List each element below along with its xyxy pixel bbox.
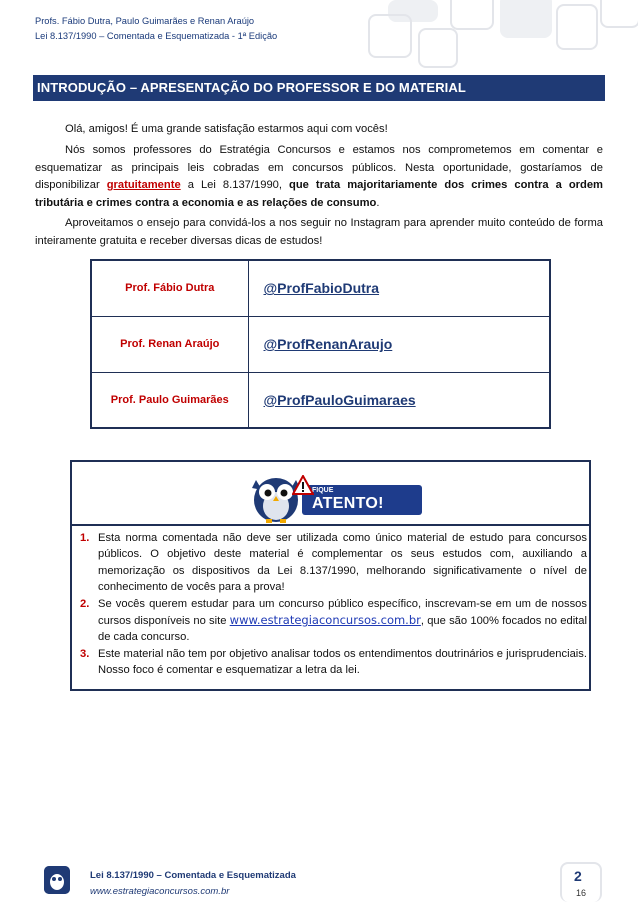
attention-banner bbox=[72, 462, 589, 526]
site-link[interactable]: www.estrategiaconcursos.com.br bbox=[229, 613, 421, 628]
page-header bbox=[35, 14, 277, 44]
decorative-squares bbox=[360, 0, 638, 80]
table-row bbox=[91, 372, 550, 428]
estrategia-logo-icon bbox=[44, 866, 70, 894]
table-row bbox=[91, 260, 550, 316]
professor-name: Prof. Paulo Guimarães bbox=[91, 372, 248, 428]
instagram-handle-link[interactable]: @ProfPauloGuimaraes bbox=[248, 372, 550, 428]
section-title: INTRODUÇÃO – APRESENTAÇÃO DO PROFESSOR E DO MATERIAL bbox=[33, 75, 605, 101]
table-row bbox=[91, 316, 550, 372]
professor-name: Prof. Fábio Dutra bbox=[91, 260, 248, 316]
list-item: 3. Este material não tem por objetivo analisar todos os entendimentos doutrinários e jurisprudenciais. Nosso foco é comentar e esquematizar a letra da lei. bbox=[80, 647, 587, 677]
page-number: 2 bbox=[574, 868, 582, 884]
attention-list bbox=[78, 530, 587, 679]
professors-table bbox=[90, 259, 551, 429]
page-total: 16 bbox=[576, 888, 587, 898]
header-authors: Profs. Fábio Dutra, Paulo Guimarães e Renan Araújo bbox=[35, 16, 255, 26]
instagram-handle-link[interactable]: @ProfFabioDutra bbox=[248, 260, 550, 316]
instagram-handle-link[interactable]: @ProfRenanAraujo bbox=[248, 316, 550, 372]
fique-atento-badge: FIQUE ATENTO! bbox=[302, 485, 422, 515]
professor-name: Prof. Renan Araújo bbox=[91, 316, 248, 372]
paragraph-greeting: Olá, amigos! É uma grande satisfação estarmos aqui com vocês! bbox=[65, 123, 388, 135]
attention-box bbox=[70, 460, 591, 691]
paragraph-intro: Nós somos professores do Estratégia Concursos e estamos nos comprometemos em comentar e esquematizar as principais leis cobradas em concursos públicos. Nesta oportunidade, gostaríamos de disponibilizar gratuitamente a Lei 8.137/1990, que trata majoritariamente dos crimes contra a ordem tributária e crimes contra a economia e as relações de consumo. bbox=[35, 144, 604, 209]
footer-title: Lei 8.137/1990 – Comentada e Esquematizada bbox=[90, 870, 296, 881]
list-item: 2. Se vocês querem estudar para um concurso público específico, inscrevam-se em um de nossos cursos disponíveis no site www.estrategiaconcursos.com.br, que são 100% focados no edital de cada concurso. bbox=[80, 597, 587, 644]
warning-icon bbox=[292, 475, 314, 495]
highlight-gratuitamente: gratuitamente bbox=[106, 179, 181, 191]
paragraph-instagram: Aproveitamos o ensejo para convidá-los a nos seguir no Instagram para aprender muito conteúdo de forma inteiramente gratuita e receber diversas dicas de estudos! bbox=[35, 217, 603, 247]
list-item: 1. Esta norma comentada não deve ser utilizada como único material de estudo para concursos públicos. O objetivo deste material é complementar os seus estudos com, auxiliando a memorização os dispositivos da Lei 8.137/1990, melhorando significativamente o nível de conhecimento de vocês para a prova! bbox=[80, 532, 587, 594]
footer-site-link[interactable]: www.estrategiaconcursos.com.br bbox=[90, 886, 230, 897]
header-subtitle: Lei 8.137/1990 – Comentada e Esquematizada - 1ª Edição bbox=[35, 31, 278, 41]
